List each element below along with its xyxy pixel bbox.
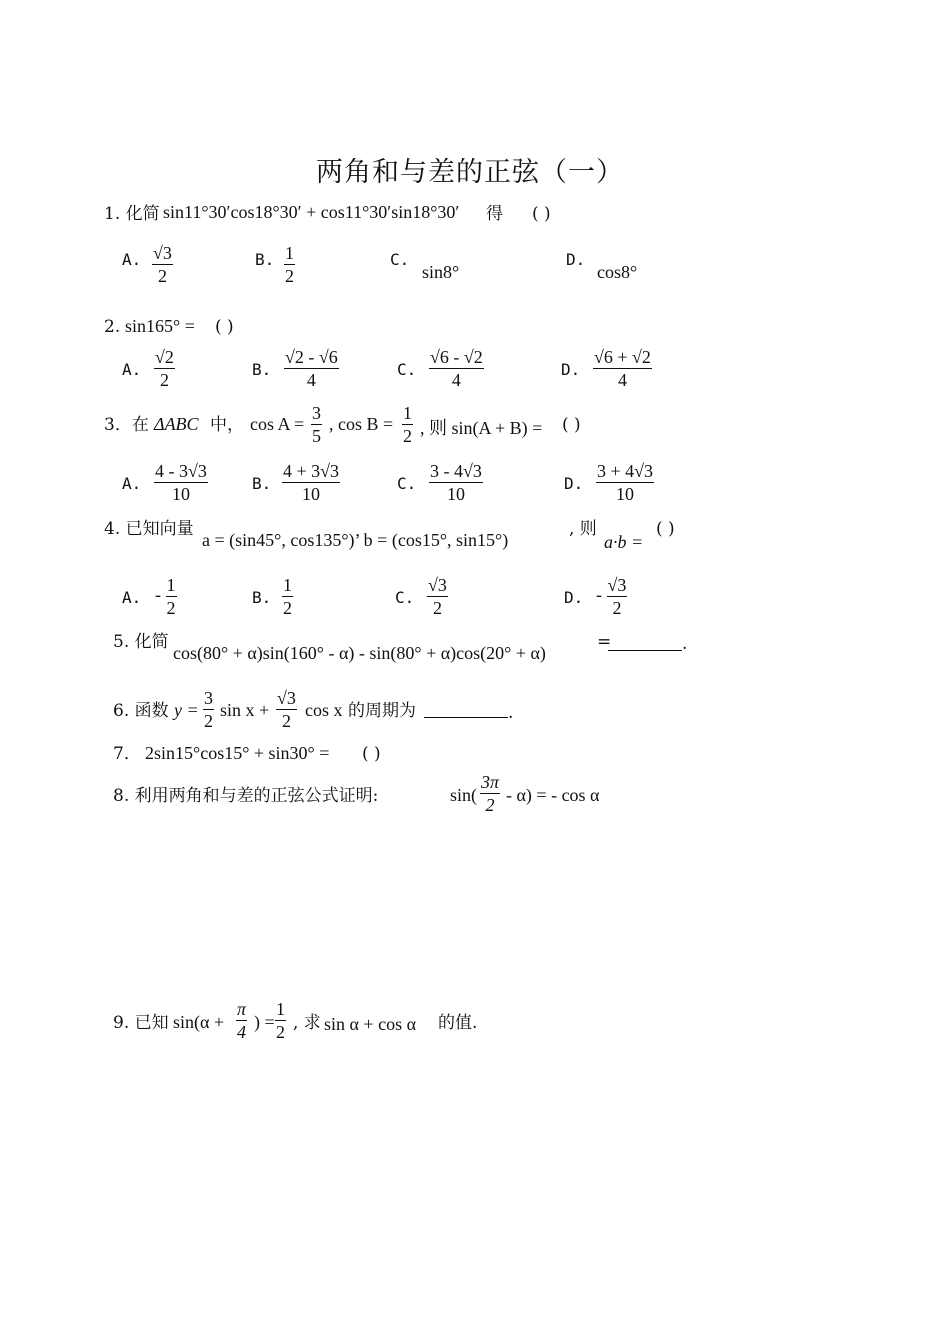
q4-answer-paren: ( ) (656, 519, 675, 539)
q1-option-c-label: C. (390, 250, 410, 269)
q3-cos-b-value: $\frac{1}{2}$ (403, 403, 412, 446)
q2-option-c-value: $\frac{√6 - √2}{4}$ (430, 347, 483, 390)
q4-option-d-value: - $\frac{√3}{2}$ (596, 575, 627, 618)
q7-answer-paren: ( ) (362, 744, 381, 764)
q5-equals: = (597, 632, 612, 652)
q9-stem: 9. 已知 (113, 1013, 169, 1033)
q3-answer-paren: ( ) (562, 415, 581, 435)
q4-stem: 4. 已知向量 (104, 519, 194, 539)
q3-option-a-label: A. (122, 474, 142, 493)
q1-answer-paren: ( ) (532, 204, 551, 224)
q2-option-d-value: $\frac{√6 + √2}{4}$ (594, 347, 651, 390)
q4-option-b-value: $\frac{1}{2}$ (283, 575, 292, 618)
q2-option-c-label: C. (397, 360, 417, 379)
q4-tail: , 则 (569, 519, 597, 539)
q8-stem: 8. 利用两角和与差的正弦公式证明: (113, 786, 379, 806)
q6-stem: 6. 函数 (113, 701, 169, 721)
q3-option-d-label: D. (564, 474, 584, 493)
q3-cos-a-value: $\frac{3}{5}$ (312, 403, 321, 446)
q2-stem: 2. (104, 317, 121, 337)
q2-option-b-label: B. (252, 360, 272, 379)
q3-option-d-value: $\frac{3 + 4√3}{10}$ (597, 461, 654, 504)
q6-end: . (508, 703, 514, 723)
q9-mid: , 求 (293, 1013, 321, 1033)
q6-fraction-2: $\frac{√3}{2}$ (277, 688, 296, 731)
q4-expression: a = (sin45°, cos135°)’ b = (cos15°, sin15°) (202, 530, 509, 550)
q6-text: 的周期为 (348, 701, 416, 721)
q2-option-d-label: D. (561, 360, 581, 379)
q8-rhs: - α) = - cos α (506, 785, 600, 805)
q3-tail: , 则 sin(A + B) = (420, 418, 543, 438)
q3-option-a-value: $\frac{4 - 3√3}{10}$ (155, 461, 207, 504)
q4-option-a-label: A. (122, 588, 142, 607)
q8-fraction: $\frac{3\pi}{2}$ (481, 772, 500, 815)
q2-answer-paren: ( ) (215, 317, 234, 337)
q1-option-b-value: $\frac{1}{2}$ (285, 243, 294, 286)
q4-option-c-label: C. (395, 588, 415, 607)
q1-option-c-value: sin8° (422, 262, 460, 282)
q1-option-b-label: B. (255, 250, 275, 269)
q9-lhs: sin(α + (173, 1012, 225, 1032)
q7-stem: 7． (113, 744, 141, 764)
q4-option-c-value: $\frac{√3}{2}$ (428, 575, 447, 618)
q2-option-a-label: A. (122, 360, 142, 379)
q3-option-b-label: B. (252, 474, 272, 493)
q5-expression: cos(80° + α)sin(160° - α) - sin(80° + α)cos(20° + α) (173, 643, 546, 663)
q2-option-a-value: $\frac{√2}{2}$ (155, 347, 174, 390)
q3-stem: 3．在 (104, 415, 149, 435)
q3-mid: 中， (210, 415, 244, 435)
q9-fraction: $\frac{\pi}{4}$ (237, 999, 247, 1042)
q3-cos-a: cos A = (250, 414, 305, 434)
q5-stem: 5. 化简 (113, 632, 169, 652)
q6-answer-blank[interactable] (424, 717, 508, 718)
q3-option-b-value: $\frac{4 + 3√3}{10}$ (283, 461, 340, 504)
q1-expression: sin11°30′cos18°30′ + cos11°30′sin18°30′ (163, 202, 460, 222)
q1-suffix: 得 (486, 204, 503, 224)
q6-mid: sin x + (220, 700, 270, 720)
q1-option-a-value: $\frac{√3}{2}$ (153, 243, 172, 286)
q3-option-c-label: C. (397, 474, 417, 493)
q6-fraction-1: $\frac{3}{2}$ (204, 688, 213, 731)
q6-y: y = (174, 700, 199, 720)
q1-stem: 1. 化简 (104, 204, 160, 224)
q9-tail: 的值. (438, 1013, 478, 1033)
page-title: 两角和与差的正弦（一） (316, 157, 624, 188)
q1-option-d-label: D. (566, 250, 586, 269)
q3-triangle: ΔABC (154, 414, 199, 434)
q8-lhs: sin( (450, 785, 477, 805)
q4-option-b-label: B. (252, 588, 272, 607)
q4-option-d-label: D. (564, 588, 584, 607)
q9-equals: ) = (254, 1012, 275, 1032)
q5-answer-blank[interactable] (608, 650, 682, 651)
q3-option-c-value: $\frac{3 - 4√3}{10}$ (430, 461, 482, 504)
q1-option-d-value: cos8° (597, 262, 638, 282)
q6-tail: cos x (305, 700, 343, 720)
q3-cos-b: , cos B = (329, 414, 394, 434)
q7-expression: 2sin15°cos15° + sin30° = (145, 743, 330, 763)
q4-dot-product: a·b = (604, 532, 644, 552)
q2-expression: sin165° = (125, 316, 195, 336)
q9-value: $\frac{1}{2}$ (276, 999, 285, 1042)
q4-option-a-value: - $\frac{1}{2}$ (155, 575, 176, 618)
q2-option-b-value: $\frac{√2 - √6}{4}$ (285, 347, 338, 390)
q9-expression: sin α + cos α (324, 1014, 417, 1034)
q5-end: . (682, 634, 688, 654)
q1-option-a-label: A. (122, 250, 142, 269)
